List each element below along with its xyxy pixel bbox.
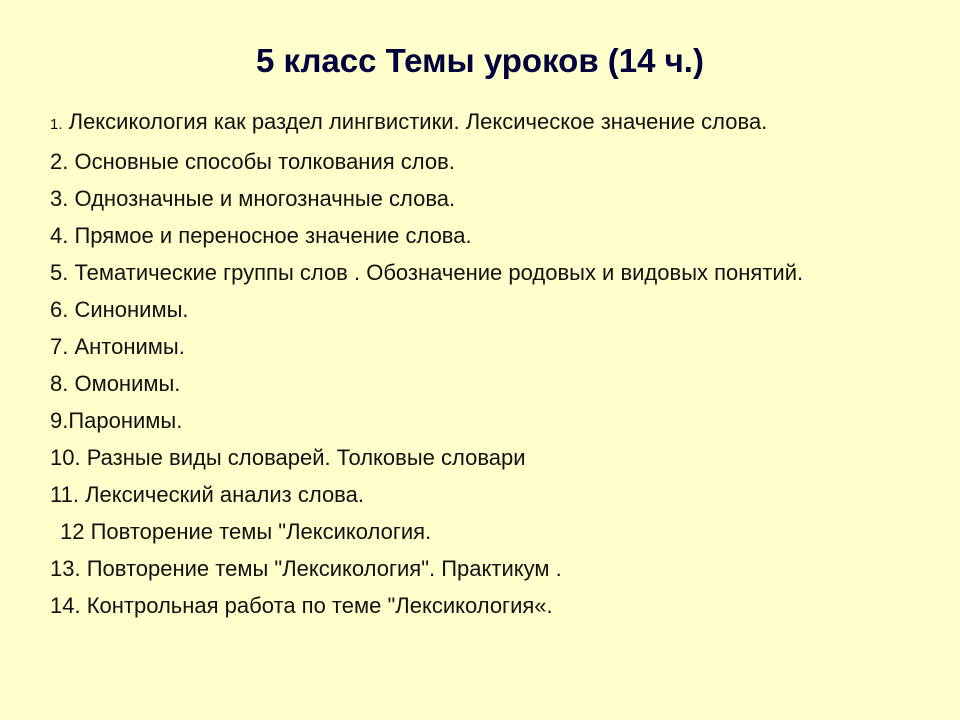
- lesson-text: 4. Прямое и переносное значение слова.: [50, 223, 472, 248]
- lesson-item-14: [50, 590, 910, 622]
- lesson-item-1: [50, 106, 910, 141]
- lesson-item-7: [50, 331, 910, 363]
- lesson-item-11: [50, 479, 910, 511]
- lesson-item-3: [50, 183, 910, 215]
- lesson-text: 6. Синонимы.: [50, 297, 189, 322]
- lesson-item-9: [50, 405, 910, 437]
- lesson-item-4: [50, 220, 910, 252]
- lesson-text: 12 Повторение темы "Лексикология.: [60, 519, 432, 544]
- lesson-item-8: [50, 368, 910, 400]
- lesson-item-2: [50, 146, 910, 178]
- lesson-text: 13. Повторение темы "Лексикология". Практикум .: [50, 556, 562, 581]
- lesson-item-12: [50, 516, 910, 548]
- lesson-item-5: [50, 257, 910, 289]
- lesson-text: 7. Антонимы.: [50, 334, 185, 359]
- lesson-number: 1.: [50, 116, 63, 133]
- lesson-text: 11. Лексический анализ слова.: [50, 482, 364, 507]
- lesson-text: 8. Омонимы.: [50, 371, 181, 396]
- lesson-text: 3. Однозначные и многозначные слова.: [50, 186, 456, 211]
- lesson-item-13: [50, 553, 910, 585]
- lesson-list: [50, 106, 910, 627]
- lesson-item-10: [50, 442, 910, 474]
- lesson-item-6: [50, 294, 910, 326]
- slide-title: 5 класс Темы уроков (14 ч.): [256, 42, 704, 79]
- lesson-text: 2. Основные способы толкования слов.: [50, 149, 455, 174]
- lesson-text: Лексикология как раздел лингвистики. Лексическое значение слова.: [62, 109, 768, 134]
- lesson-text: 5. Тематические группы слов . Обозначение родовых и видовых понятий.: [50, 260, 804, 285]
- lesson-text: 14. Контрольная работа по теме "Лексикология«.: [50, 593, 553, 618]
- lesson-text: 9.Паронимы.: [50, 408, 183, 433]
- lesson-text: 10. Разные виды словарей. Толковые словари: [50, 445, 526, 470]
